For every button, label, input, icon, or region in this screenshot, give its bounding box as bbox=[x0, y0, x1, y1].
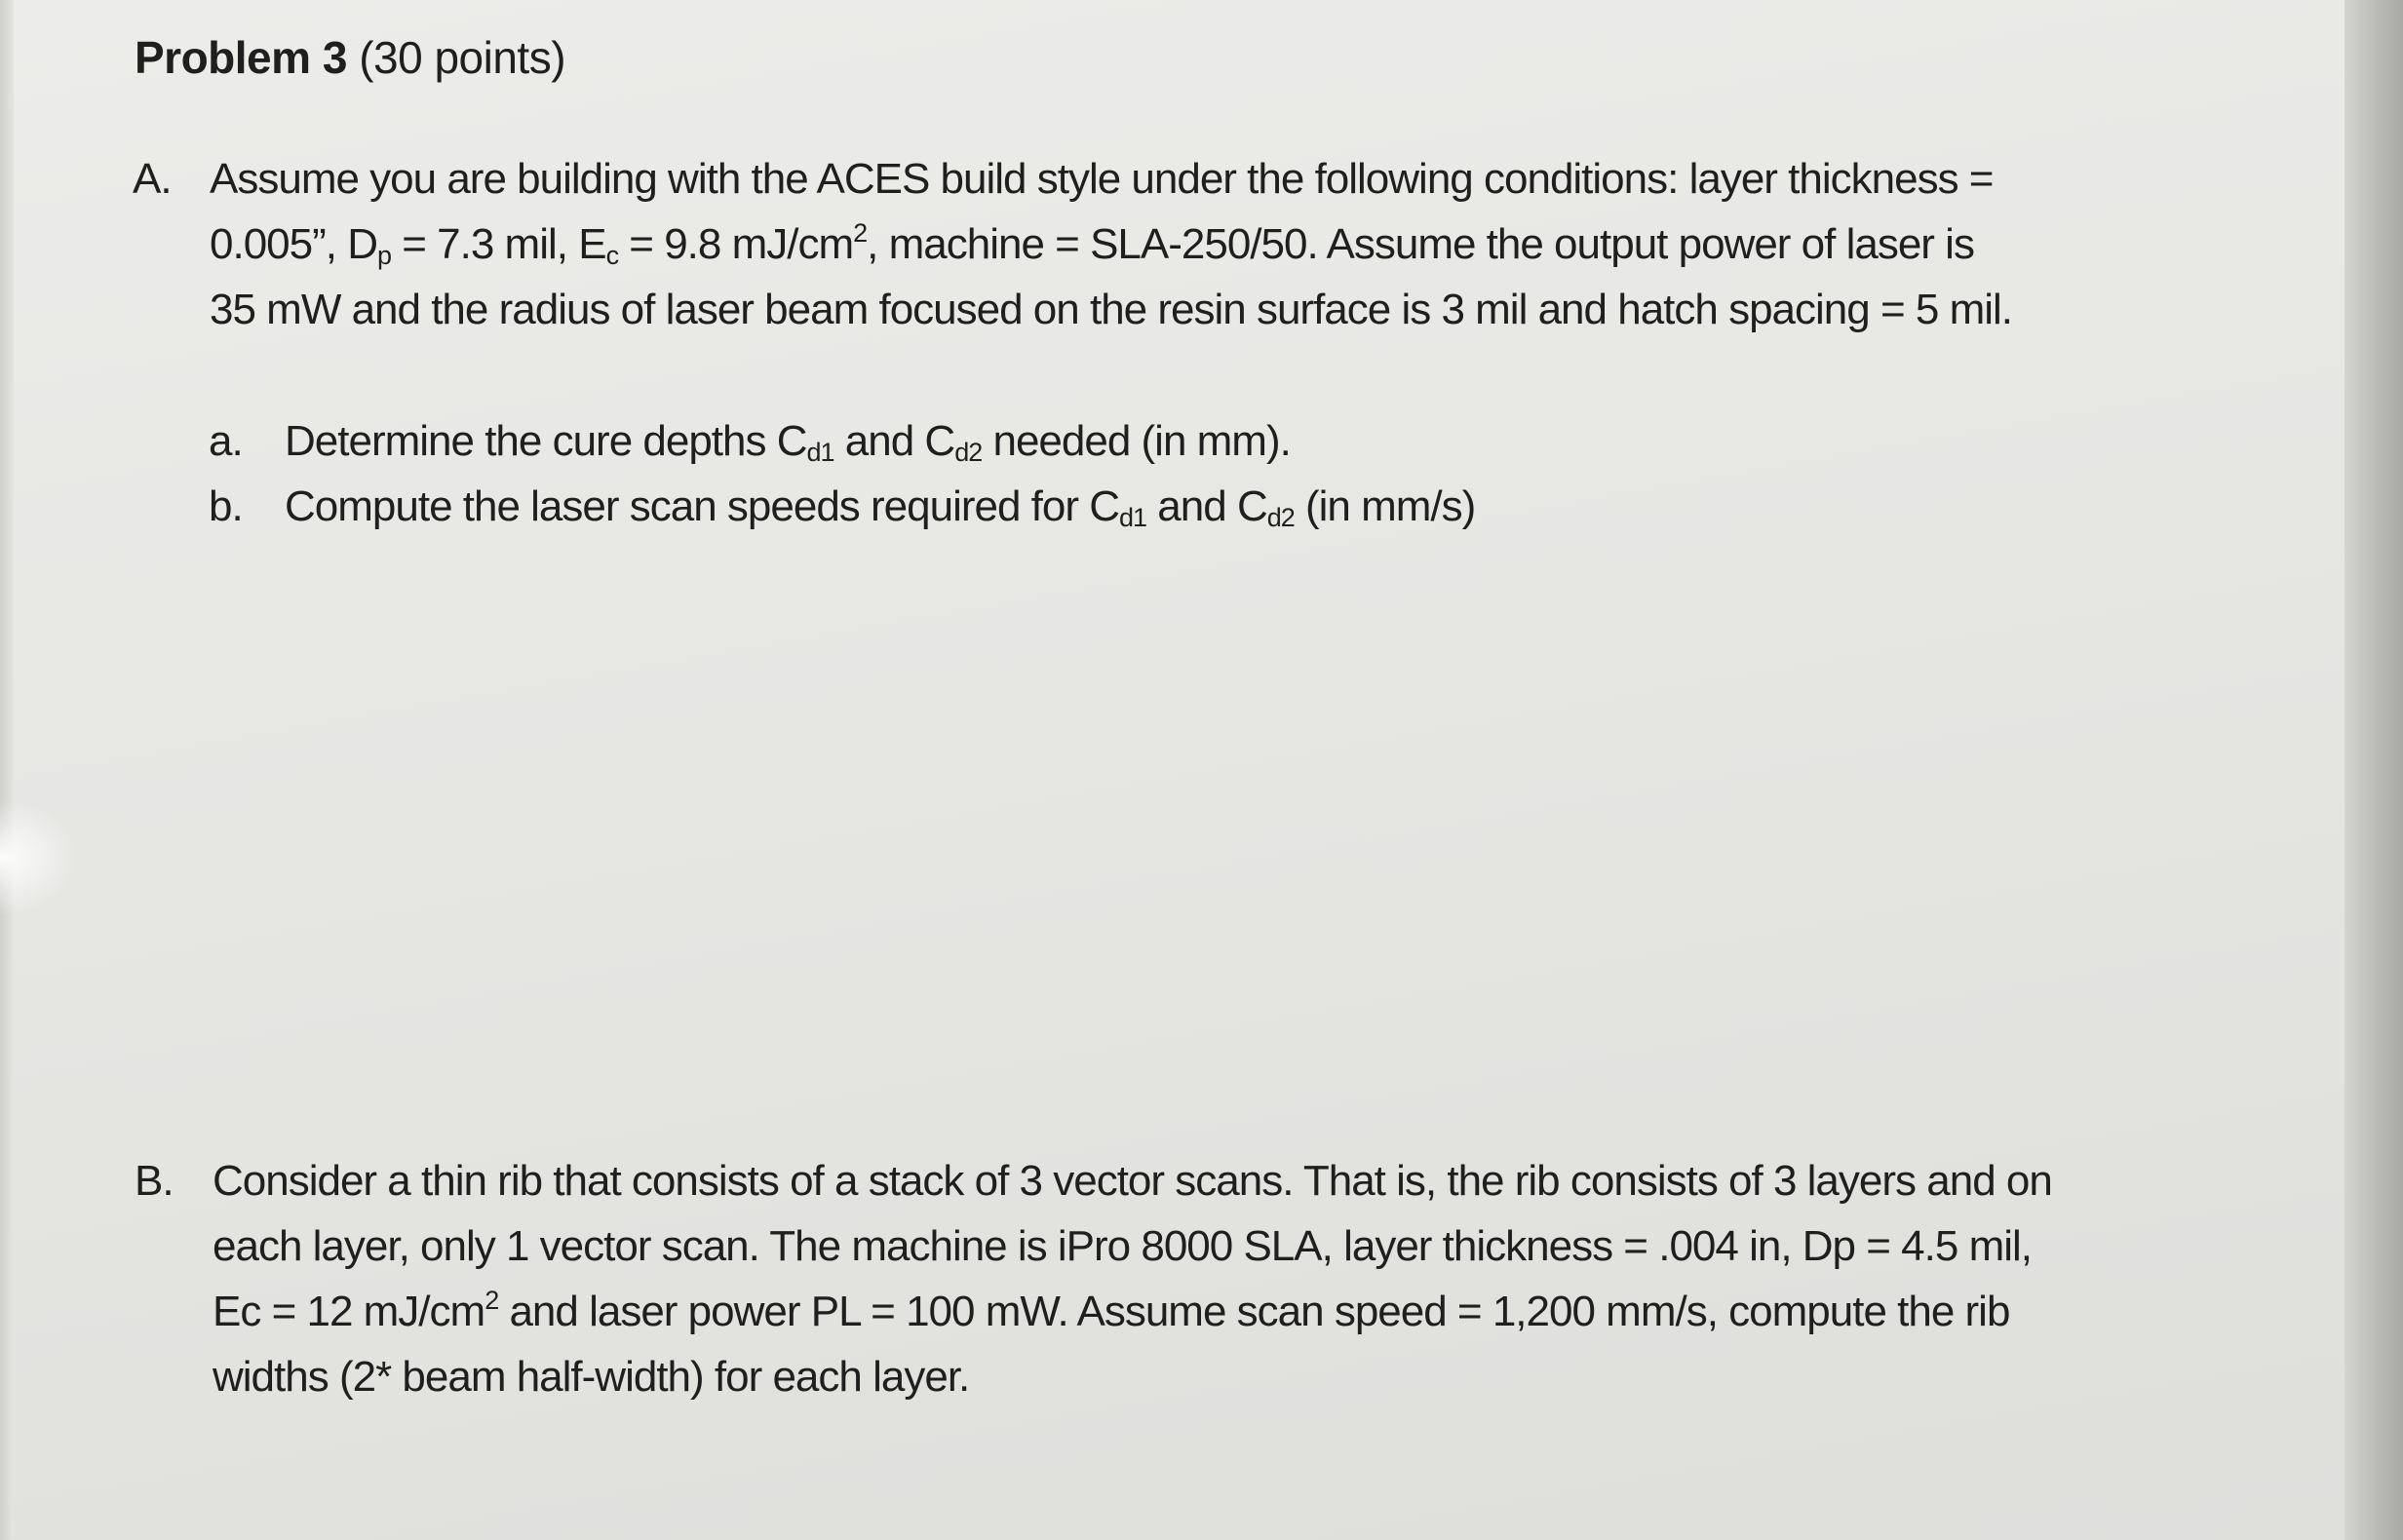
section-a-line-2-part-4: , machine = SLA-250/50. Assume the output power of laser is bbox=[867, 220, 1974, 268]
section-b-line-3 bbox=[213, 1279, 2211, 1344]
problem-title: Problem 3 bbox=[135, 32, 347, 83]
cd1-subscript: d1 bbox=[1119, 503, 1147, 532]
section-a-line-2-part-1: 0.005”, D bbox=[210, 220, 377, 268]
section-b-line-1: Consider a thin rib that consists of a stack of 3 vector scans. That is, the rib consists of 3 layers and on bbox=[213, 1157, 2052, 1205]
section-a-line-2-part-2: = 7.3 mil, E bbox=[391, 220, 606, 268]
item-b-text bbox=[285, 482, 1475, 531]
item-b-part-1: Compute the laser scan speeds required for C bbox=[285, 482, 1120, 530]
problem-heading bbox=[135, 31, 565, 84]
item-a-part-1: Determine the cure depths C bbox=[285, 417, 807, 465]
section-a-line-1: Assume you are building with the ACES build style under the following conditions: layer thickness = bbox=[210, 155, 1994, 203]
item-b-part-3: (in mm/s) bbox=[1294, 482, 1476, 530]
cd1-subscript: d1 bbox=[806, 438, 834, 467]
section-a-line-2-part-3: = 9.8 mJ/cm bbox=[618, 220, 854, 268]
section-b-line-2: each layer, only 1 vector scan. The machine is iPro 8000 SLA, layer thickness = .004 in, Dp = 4.5 mil, bbox=[213, 1222, 2032, 1270]
section-b-line-4: widths (2* beam half-width) for each layer. bbox=[213, 1353, 970, 1401]
item-a-part-3: needed (in mm). bbox=[982, 417, 1291, 465]
cm-squared-superscript: 2 bbox=[853, 218, 868, 248]
item-b-marker: b. bbox=[209, 482, 243, 530]
item-a-text bbox=[285, 417, 1291, 466]
cd2-subscript: d2 bbox=[1266, 503, 1295, 532]
section-b-text bbox=[213, 1148, 2211, 1409]
item-a-part-2: and C bbox=[833, 417, 955, 465]
dp-subscript: p bbox=[376, 241, 392, 270]
section-a-marker: A. bbox=[133, 155, 172, 203]
section-a-line-3: 35 mW and the radius of laser beam focused on the resin surface is 3 mil and hatch spacing = 5 mil. bbox=[210, 286, 2013, 333]
section-b-marker: B. bbox=[135, 1157, 174, 1205]
section-a-line-2 bbox=[210, 212, 2208, 277]
item-a-marker: a. bbox=[209, 417, 243, 465]
section-a-text bbox=[210, 146, 2208, 342]
section-b-line-3-part-1: Ec = 12 mJ/cm bbox=[213, 1288, 485, 1335]
cd2-subscript: d2 bbox=[954, 438, 983, 467]
item-b-part-2: and C bbox=[1146, 482, 1267, 530]
problem-points: (30 points) bbox=[359, 32, 566, 83]
ec-subscript: c bbox=[605, 241, 619, 270]
section-b-line-3-part-2: and laser power PL = 100 mW. Assume scan speed = 1,200 mm/s, compute the rib bbox=[498, 1288, 2010, 1335]
cm-squared-superscript: 2 bbox=[484, 1286, 499, 1315]
